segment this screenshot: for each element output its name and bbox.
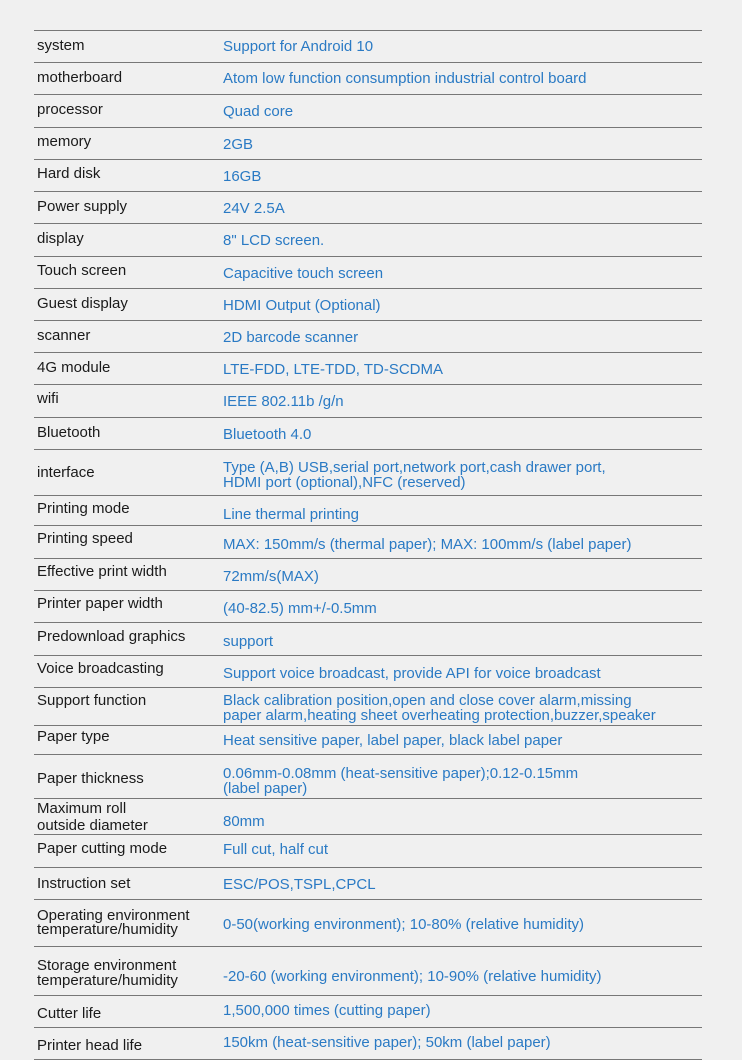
- spec-label: Predownload graphics: [37, 628, 186, 645]
- spec-label: system: [37, 37, 85, 54]
- spec-label: Instruction set: [37, 875, 131, 892]
- spec-value: IEEE 802.11b /g/n: [223, 393, 344, 410]
- table-row: [34, 160, 702, 192]
- spec-label: Effective print width: [37, 563, 167, 580]
- spec-label: Cutter life: [37, 1005, 102, 1022]
- spec-label: Touch screen: [37, 262, 127, 279]
- spec-label: Support function: [37, 692, 147, 709]
- spec-value: MAX: 150mm/s (thermal paper); MAX: 100mm/s (label paper): [223, 536, 632, 553]
- spec-value: Quad core: [223, 103, 294, 120]
- spec-value: 16GB: [223, 168, 262, 185]
- table-row: [34, 128, 702, 160]
- table-row: [34, 224, 702, 257]
- spec-label: Printer paper width: [37, 595, 163, 612]
- spec-label: Printing mode: [37, 500, 130, 517]
- spec-label-line2: temperature/humidity: [37, 921, 178, 938]
- table-row: [34, 591, 702, 623]
- spec-label: 4G module: [37, 359, 111, 376]
- spec-label: display: [37, 230, 84, 247]
- table-row: [34, 900, 702, 947]
- spec-value: HDMI Output (Optional): [223, 297, 381, 314]
- spec-label: Storage environment: [37, 957, 177, 974]
- spec-table: [34, 30, 702, 1060]
- table-row: [34, 526, 702, 559]
- spec-value: 150km (heat-sensitive paper); 50km (label paper): [223, 1034, 551, 1051]
- spec-value: Heat sensitive paper, label paper, black label paper: [223, 732, 563, 749]
- table-row: [34, 623, 702, 656]
- spec-value: 2D barcode scanner: [223, 329, 359, 346]
- table-row: [34, 799, 702, 835]
- spec-value: Atom low function consumption industrial control board: [223, 70, 587, 87]
- spec-label: Hard disk: [37, 165, 101, 182]
- spec-value-line2: (label paper): [223, 780, 308, 797]
- spec-label: interface: [37, 464, 95, 481]
- spec-label: scanner: [37, 327, 91, 344]
- table-row: [34, 496, 702, 526]
- spec-value: 8" LCD screen.: [223, 232, 325, 249]
- spec-label: motherboard: [37, 69, 123, 86]
- spec-label: Printer head life: [37, 1037, 143, 1054]
- spec-label: Operating environment: [37, 907, 190, 924]
- spec-label: Paper cutting mode: [37, 840, 168, 857]
- spec-label: Printing speed: [37, 530, 133, 547]
- spec-value: Line thermal printing: [223, 506, 359, 523]
- spec-label-line2: outside diameter: [37, 817, 148, 834]
- table-row: [34, 755, 702, 799]
- table-row: [34, 31, 702, 63]
- table-row: [34, 321, 702, 353]
- spec-value: 72mm/s(MAX): [223, 568, 319, 585]
- spec-value: Support voice broadcast, provide API for voice broadcast: [223, 665, 601, 682]
- spec-label: Power supply: [37, 198, 128, 215]
- spec-value: 0.06mm-0.08mm (heat-sensitive paper);0.12-0.15mm: [223, 765, 579, 782]
- table-row: [34, 385, 702, 418]
- table-row: [34, 353, 702, 385]
- spec-value: ESC/POS,TSPL,CPCL: [223, 876, 376, 893]
- table-row: [34, 835, 702, 868]
- table-row: [34, 1028, 702, 1060]
- table-row: [34, 868, 702, 900]
- spec-label: memory: [37, 133, 92, 150]
- table-row: [34, 559, 702, 591]
- spec-label: Paper type: [37, 728, 110, 745]
- spec-label: Bluetooth: [37, 424, 101, 441]
- spec-value: -20-60 (working environment); 10-90% (relative humidity): [223, 968, 602, 985]
- spec-value: Full cut, half cut: [223, 841, 329, 858]
- spec-value: (40-82.5) mm+/-0.5mm: [223, 600, 377, 617]
- spec-value: 1,500,000 times (cutting paper): [223, 1002, 431, 1019]
- spec-value-line2: HDMI port (optional),NFC (reserved): [223, 474, 466, 491]
- spec-value: 80mm: [223, 813, 265, 830]
- table-row: [34, 257, 702, 289]
- table-row: [34, 63, 702, 95]
- spec-label: Guest display: [37, 295, 128, 312]
- table-row: [34, 726, 702, 755]
- table-row: [34, 450, 702, 496]
- spec-value: 0-50(working environment); 10-80% (relative humidity): [223, 916, 584, 933]
- spec-label: Maximum roll: [37, 800, 127, 817]
- spec-value: Black calibration position,open and close cover alarm,missing: [223, 692, 632, 709]
- spec-value: Type (A,B) USB,serial port,network port,cash drawer port,: [223, 459, 606, 476]
- table-row: [34, 192, 702, 224]
- spec-label: Paper thickness: [37, 770, 144, 787]
- spec-value: 24V 2.5A: [223, 200, 285, 217]
- spec-value-line2: paper alarm,heating sheet overheating protection,buzzer,speaker: [223, 707, 656, 724]
- table-row: [34, 289, 702, 321]
- table-row: [34, 996, 702, 1028]
- spec-value: support: [223, 633, 274, 650]
- spec-label: processor: [37, 101, 103, 118]
- table-row: [34, 947, 702, 996]
- spec-value: 2GB: [223, 136, 254, 153]
- spec-value: Capacitive touch screen: [223, 265, 384, 282]
- table-row: [34, 418, 702, 450]
- spec-label-line2: temperature/humidity: [37, 972, 178, 989]
- spec-value: Support for Android 10: [223, 38, 374, 55]
- table-row: [34, 656, 702, 688]
- table-row: [34, 688, 702, 726]
- spec-label: Voice broadcasting: [37, 660, 164, 677]
- table-row: [34, 95, 702, 128]
- spec-value: Bluetooth 4.0: [223, 426, 312, 443]
- spec-value: LTE-FDD, LTE-TDD, TD-SCDMA: [223, 361, 443, 378]
- spec-label: wifi: [37, 390, 59, 407]
